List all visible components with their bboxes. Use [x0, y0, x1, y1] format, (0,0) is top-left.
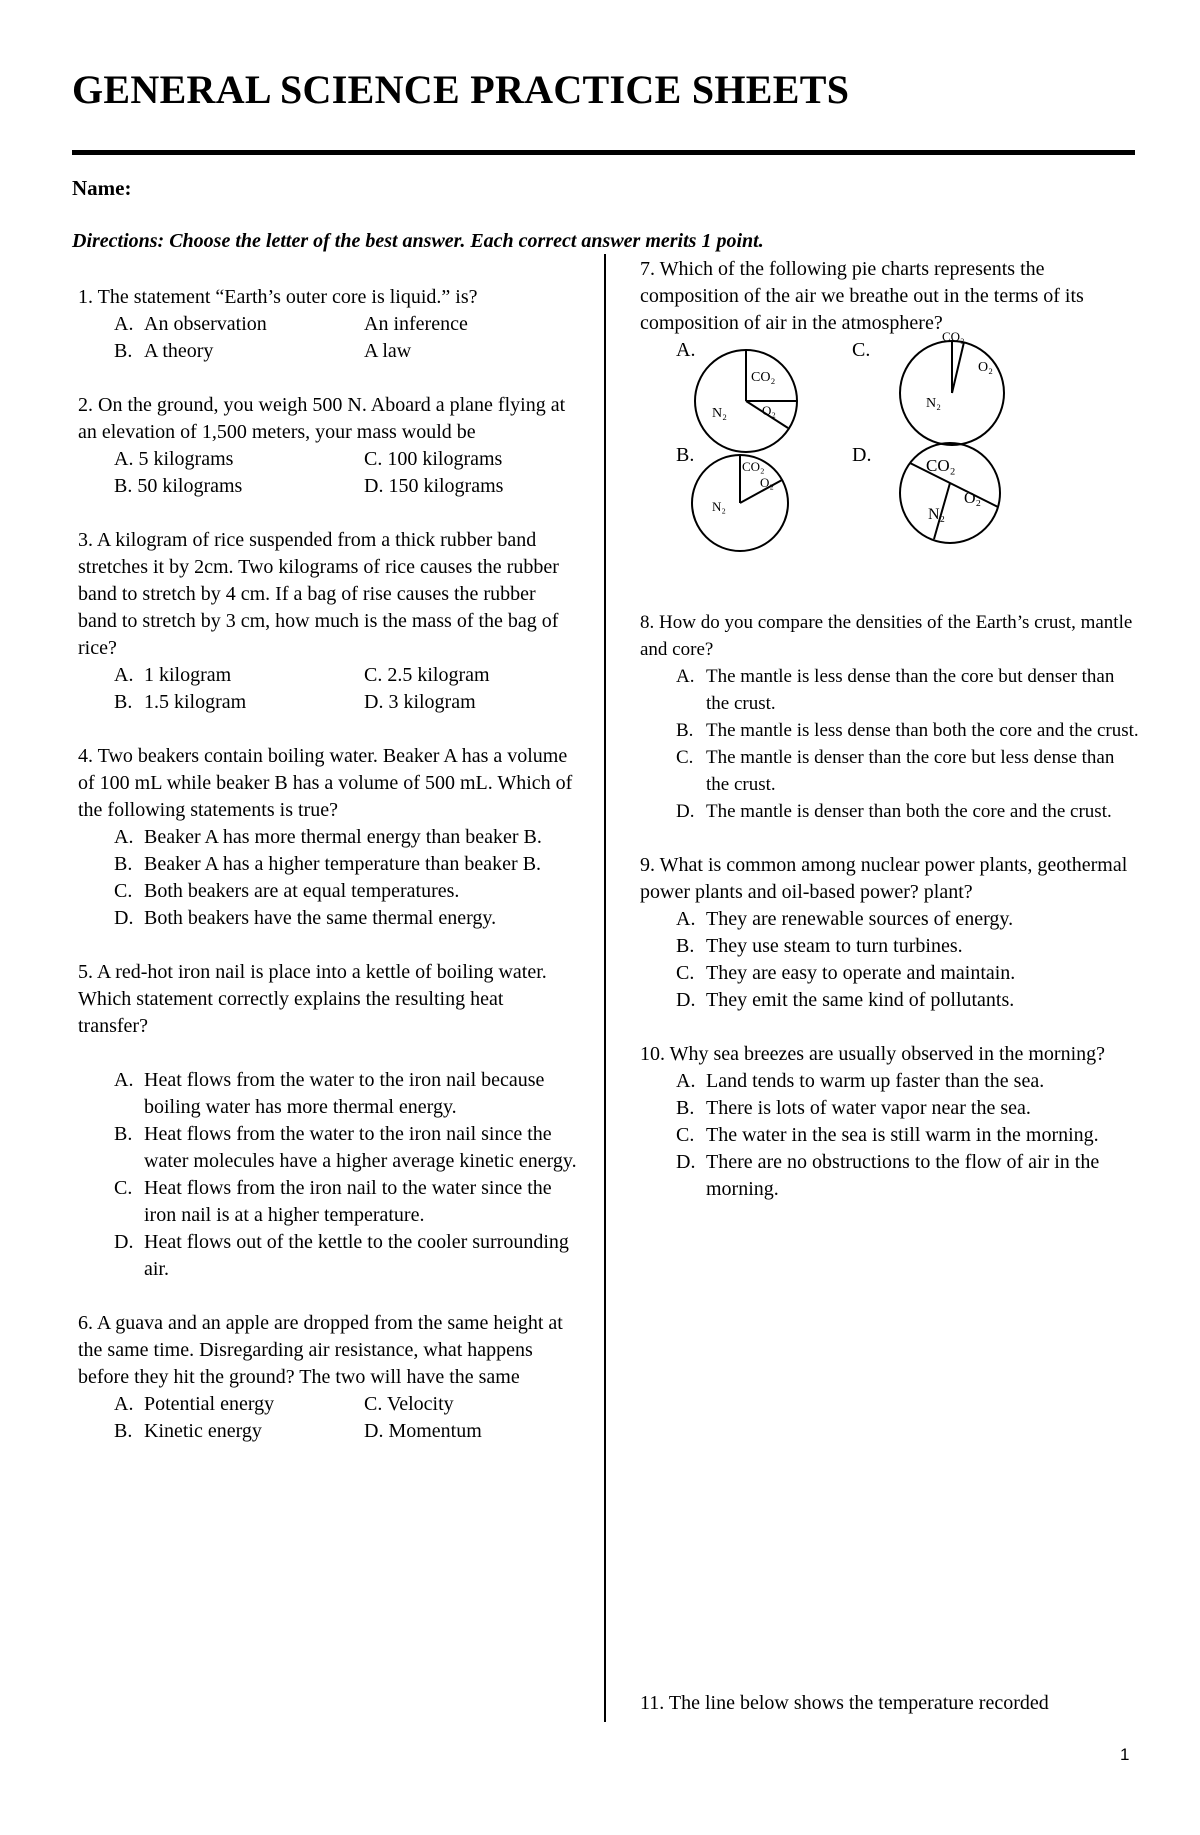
question-2-stem: 2. On the ground, you weigh 500 N. Aboard a plane flying at an elevation of 1,500 meters, your mass would be [78, 394, 566, 443]
pie-a-co2-label: CO₂ [751, 370, 776, 385]
pie-chart-b[interactable] [688, 449, 792, 553]
question-1 [78, 284, 578, 365]
question-10-option-d[interactable] [676, 1149, 1140, 1203]
pie-chart-d[interactable] [896, 439, 1006, 547]
pie-c-n2-label: N₂ [926, 396, 941, 411]
pie-option-c-label[interactable]: C. [852, 339, 871, 361]
question-10-stem: 10. Why sea breezes are usually observed in the morning? [640, 1043, 1106, 1065]
question-5-option-a[interactable] [114, 1067, 578, 1121]
pie-chart-options [640, 329, 1140, 637]
option-letter: A. [114, 664, 134, 686]
option-text: D. 3 kilogram [364, 691, 476, 713]
question-9-option-b[interactable] [676, 933, 1140, 960]
question-2 [78, 392, 578, 500]
pie-chart-c[interactable] [892, 325, 1010, 449]
pie-d-o2-label: O₂ [964, 490, 982, 507]
question-5-stem: 5. A red-hot iron nail is place into a kettle of boiling water. Which statement correctly explains the resulting heat transfer? [78, 961, 547, 1037]
option-letter: B. [114, 340, 133, 362]
pie-c-o2-label: O₂ [978, 360, 993, 375]
option-text: Heat flows out of the kettle to the cooler surrounding air. [144, 1231, 569, 1280]
option-text: An inference [364, 313, 468, 335]
question-3-option-d[interactable] [364, 689, 584, 716]
option-letter: C. [114, 1177, 133, 1199]
option-text: 1.5 kilogram [144, 691, 247, 713]
option-letter: A. [114, 826, 134, 848]
option-text: Heat flows from the water to the iron nail since the water molecules have a higher average kinetic energy. [144, 1123, 577, 1172]
question-2-option-c[interactable] [364, 446, 584, 473]
option-letter: B. [114, 853, 133, 875]
question-7 [640, 256, 1140, 637]
question-1-option-a[interactable] [114, 311, 364, 338]
page-title: GENERAL SCIENCE PRACTICE SHEETS [72, 67, 850, 112]
column-divider [604, 254, 606, 1722]
question-4-option-a[interactable] [114, 824, 578, 851]
pie-option-a-label[interactable]: A. [676, 339, 696, 361]
option-text: Potential energy [144, 1393, 275, 1415]
directions-text: Directions: Choose the letter of the best answer. Each correct answer merits 1 point. [72, 230, 764, 252]
pie-b-co2-label: CO₂ [742, 459, 765, 474]
question-8-option-a[interactable] [676, 663, 1140, 717]
option-text: B. 50 kilograms [114, 475, 243, 497]
option-text: Beaker A has more thermal energy than beaker B. [144, 826, 542, 848]
option-letter: B. [114, 1420, 133, 1442]
option-text: A. 5 kilograms [114, 448, 234, 470]
pie-d-co2-label: CO₂ [926, 456, 956, 475]
option-text: 1 kilogram [144, 664, 232, 686]
option-text: They emit the same kind of pollutants. [706, 989, 1015, 1011]
question-2-option-b[interactable] [114, 473, 364, 500]
option-letter: A. [676, 1070, 696, 1092]
pie-option-b-label[interactable]: B. [676, 444, 695, 466]
question-1-option-b[interactable] [114, 338, 364, 365]
option-letter: B. [114, 691, 133, 713]
option-text: The mantle is denser than the core but less dense than the crust. [706, 747, 1115, 795]
question-10-option-c[interactable] [676, 1122, 1140, 1149]
question-6-option-b[interactable] [114, 1418, 364, 1445]
question-9-option-a[interactable] [676, 906, 1140, 933]
question-8-option-c[interactable] [676, 744, 1140, 798]
question-6-option-c[interactable] [364, 1391, 584, 1418]
pie-c-co2-label: CO₂ [942, 329, 965, 344]
question-3 [78, 527, 578, 716]
question-6-option-a[interactable] [114, 1391, 364, 1418]
question-8-option-b[interactable] [676, 717, 1140, 744]
option-letter: B. [676, 1097, 695, 1119]
question-8-stem: 8. How do you compare the densities of the Earth’s crust, mantle and core? [640, 612, 1133, 660]
option-text: Both beakers are at equal temperatures. [144, 880, 460, 902]
question-7-stem: 7. Which of the following pie charts represents the composition of the air we breathe out in the terms of its composition of air in the atmosphere? [640, 258, 1084, 334]
option-text: They use steam to turn turbines. [706, 935, 963, 957]
option-text: The mantle is less dense than both the core and the crust. [706, 720, 1139, 741]
option-letter: D. [676, 989, 696, 1011]
question-9-stem: 9. What is common among nuclear power plants, geothermal power plants and oil-based power? plant? [640, 854, 1128, 903]
option-text: C. 100 kilograms [364, 448, 503, 470]
question-6 [78, 1310, 578, 1445]
option-text: Kinetic energy [144, 1420, 262, 1442]
option-text: The mantle is denser than both the core and the crust. [706, 801, 1112, 822]
option-text: C. 2.5 kilogram [364, 664, 490, 686]
question-5-option-c[interactable] [114, 1175, 578, 1229]
question-9 [640, 852, 1140, 1014]
option-letter: B. [676, 720, 694, 741]
option-text: There are no obstructions to the flow of air in the morning. [706, 1151, 1100, 1200]
question-6-option-d[interactable] [364, 1418, 584, 1445]
option-letter: D. [676, 801, 695, 822]
question-3-option-a[interactable] [114, 662, 364, 689]
option-text: C. Velocity [364, 1393, 454, 1415]
question-8 [640, 609, 1140, 825]
option-letter: A. [676, 908, 696, 930]
option-text: They are easy to operate and maintain. [706, 962, 1016, 984]
name-label: Name: [72, 176, 132, 200]
question-8-option-d[interactable] [676, 798, 1140, 825]
question-5-option-b[interactable] [114, 1121, 578, 1175]
question-10-option-a[interactable] [676, 1068, 1140, 1095]
question-4-option-b[interactable] [114, 851, 578, 878]
question-2-option-a[interactable] [114, 446, 364, 473]
option-letter: A. [676, 666, 695, 687]
question-10-option-b[interactable] [676, 1095, 1140, 1122]
option-letter: A. [114, 1069, 134, 1091]
option-text: The mantle is less dense than the core but denser than the crust. [706, 666, 1115, 714]
question-11-stem: 11. The line below shows the temperature recorded [640, 1692, 1049, 1714]
question-3-stem: 3. A kilogram of rice suspended from a thick rubber band stretches it by 2cm. Two kilograms of rice causes the rubber band to stretch by 4 cm. If a bag of rise causes the rubber band to stretch by 3 cm, how much is the mass of the bag of rice? [78, 529, 559, 659]
option-letter: B. [676, 935, 695, 957]
option-letter: C. [676, 962, 695, 984]
option-letter: D. [114, 1231, 134, 1253]
pie-a-o2-label: O₂ [762, 403, 776, 418]
pie-option-d-label[interactable]: D. [852, 444, 872, 466]
question-4-stem: 4. Two beakers contain boiling water. Beaker A has a volume of 100 mL while beaker B has a volume of 500 mL. Which of the following statements is true? [78, 745, 573, 821]
option-letter: D. [114, 907, 134, 929]
option-text: There is lots of water vapor near the sea. [706, 1097, 1031, 1119]
question-4-option-c[interactable] [114, 878, 578, 905]
option-text: Heat flows from the iron nail to the water since the iron nail is at a higher temperature. [144, 1177, 552, 1226]
option-text: An observation [144, 313, 267, 335]
option-text: D. Momentum [364, 1420, 482, 1442]
question-9-option-d[interactable] [676, 987, 1140, 1014]
question-5-option-d[interactable] [114, 1229, 578, 1283]
question-6-stem: 6. A guava and an apple are dropped from the same height at the same time. Disregarding air resistance, what happens before they hit the ground? The two will have the same [78, 1312, 563, 1388]
title-rule [72, 150, 1135, 155]
question-4 [78, 743, 578, 932]
page-number: 1 [1120, 1745, 1130, 1764]
option-text: A theory [144, 340, 214, 362]
option-letter: C. [114, 880, 133, 902]
question-4-option-d[interactable] [114, 905, 578, 932]
left-column [78, 284, 578, 1472]
right-column [640, 256, 1140, 1230]
option-letter: B. [114, 1123, 133, 1145]
option-text: Beaker A has a higher temperature than beaker B. [144, 853, 542, 875]
pie-b-o2-label: O₂ [760, 475, 774, 490]
pie-d-n2-label: N₂ [928, 506, 946, 523]
question-1-option-d[interactable] [364, 338, 584, 365]
pie-a-n2-label: N₂ [712, 406, 727, 421]
option-text: Land tends to warm up faster than the sea. [706, 1070, 1045, 1092]
option-letter: A. [114, 1393, 134, 1415]
pie-b-n2-label: N₂ [712, 499, 726, 514]
question-5 [78, 959, 578, 1283]
option-text: The water in the sea is still warm in the morning. [706, 1124, 1099, 1146]
question-3-option-c[interactable] [364, 662, 584, 689]
option-letter: C. [676, 747, 694, 768]
option-text: D. 150 kilograms [364, 475, 504, 497]
question-9-option-c[interactable] [676, 960, 1140, 987]
question-10 [640, 1041, 1140, 1203]
option-text: They are renewable sources of energy. [706, 908, 1014, 930]
option-letter: A. [114, 313, 134, 335]
option-letter: D. [676, 1151, 696, 1173]
option-text: Both beakers have the same thermal energy. [144, 907, 497, 929]
pie-chart-a[interactable] [690, 343, 802, 455]
option-text: Heat flows from the water to the iron nail because boiling water has more thermal energy. [144, 1069, 545, 1118]
option-text: A law [364, 340, 412, 362]
question-1-option-c[interactable] [364, 311, 584, 338]
option-letter: C. [676, 1124, 695, 1146]
question-1-stem: 1. The statement “Earth’s outer core is liquid.” is? [78, 286, 478, 308]
question-3-option-b[interactable] [114, 689, 364, 716]
question-2-option-d[interactable] [364, 473, 584, 500]
